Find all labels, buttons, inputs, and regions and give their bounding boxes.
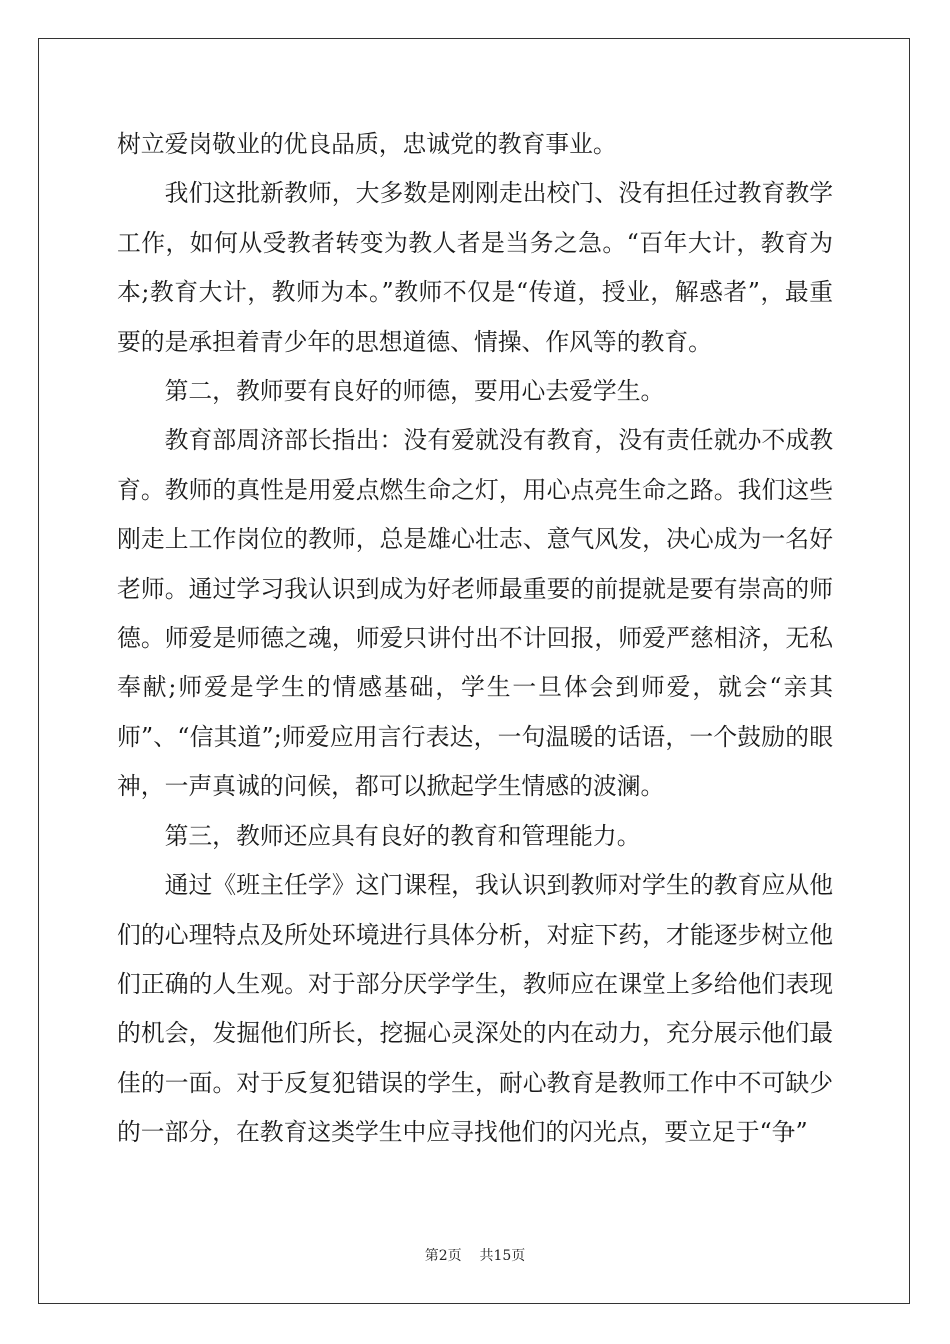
paragraph-4: 教育部周济部长指出：没有爱就没有教育，没有责任就办不成教育。教师的真性是用爱点燃生命之灯，用心点亮生命之路。我们这些刚走上工作岗位的教师，总是雄心壮志、意气风发，决心成为一名好老师。通过学习我认识到成为好老师最重要的前提就是要有崇高的师德。师爱是师德之魂，师爱只讲付出不计回报，师爱严慈相济，无私奉献;师爱是学生的情感基础，学生一旦体会到师爱，就会“亲其师”、“信其道”;师爱应用言行表达，一句温暖的话语，一个鼓励的眼神，一声真诚的问候，都可以掀起学生情感的波澜。 [117, 426, 833, 801]
page-footer [0, 1246, 950, 1266]
total-pages: 共15页 [479, 1248, 526, 1264]
page-number: 第2页 [424, 1248, 462, 1264]
paragraph-5-heading: 第三，教师还应具有良好的教育和管理能力。 [164, 821, 641, 850]
paragraph-2: 我们这批新教师，大多数是刚刚走出校门、没有担任过教育教学工作，如何从受教者转变为教人者是当务之急。“百年大计，教育为本;教育大计，教师为本。”教师不仅是“传道，授业，解惑者”，最重要的是承担着青少年的思想道德、情操、作风等的教育。 [117, 179, 833, 356]
paragraph-1: 树立爱岗敬业的优良品质，忠诚党的教育事业。 [117, 130, 617, 158]
document-body [117, 120, 833, 1158]
paragraph-3-heading: 第二，教师要有良好的师德，要用心去爱学生。 [164, 377, 665, 406]
footer-spacer [462, 1248, 480, 1264]
paragraph-6: 通过《班主任学》这门课程，我认识到教师对学生的教育应从他们的心理特点及所处环境进行具体分析，对症下药，才能逐步树立他们正确的人生观。对于部分厌学学生，教师应在课堂上多给他们表现的机会，发掘他们所长，挖掘心灵深处的内在动力，充分展示他们最佳的一面。对于反复犯错误的学生，耐心教育是教师工作中不可缺少的一部分，在教育这类学生中应寻找他们的闪光点，要立足于“争” [117, 871, 833, 1147]
